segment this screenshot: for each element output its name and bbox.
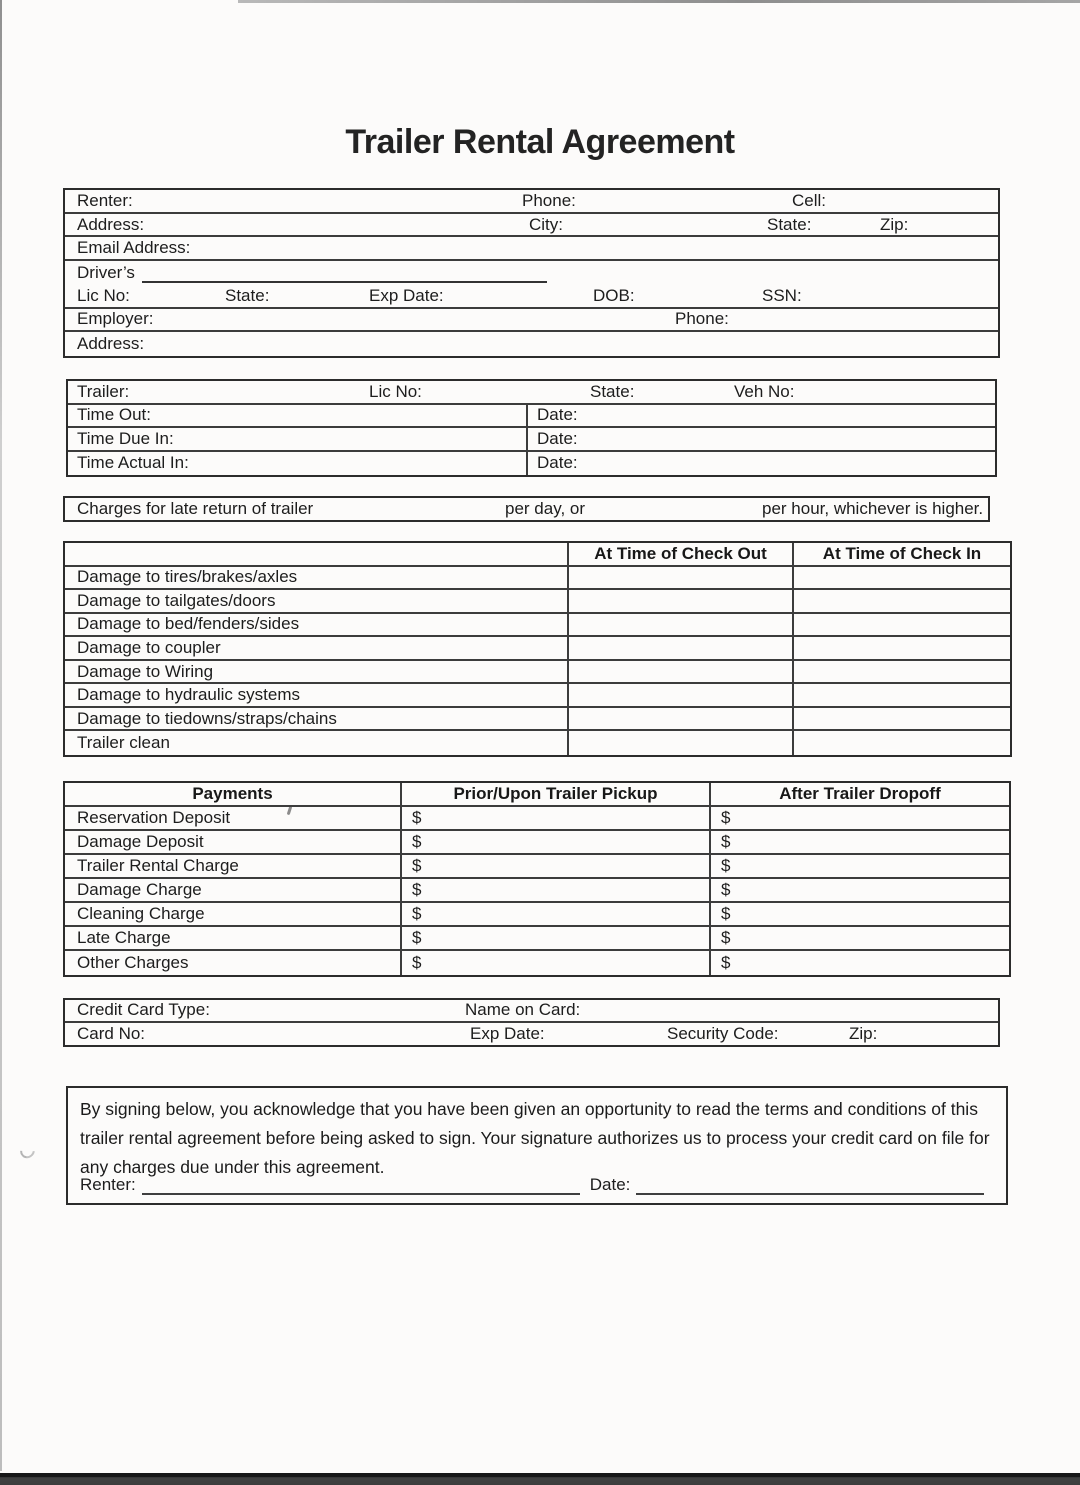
payments-table (63, 781, 1011, 977)
damage-row-label: Damage to tires/brakes/axles (77, 567, 298, 587)
payments-column-header: Payments (192, 784, 273, 803)
payment-row-label: Late Charge (77, 928, 171, 947)
damage-checklist-table (63, 541, 1012, 757)
phone-label: Phone: (522, 190, 576, 210)
payment-row-label: Reservation Deposit (77, 808, 231, 827)
dollar-sign: $ (721, 953, 731, 972)
card-exp-date-label: Exp Date: (470, 1023, 545, 1043)
renter-signature-line (142, 1189, 580, 1195)
payments-table-row (65, 879, 1009, 903)
dollar-sign: $ (412, 832, 422, 851)
checkout-blank-cell (567, 590, 792, 612)
dollar-sign: $ (412, 904, 422, 923)
payments-table-row (65, 831, 1009, 855)
checkin-column-header: At Time of Check In (792, 543, 1010, 565)
date-due-in-label: Date: (537, 428, 578, 448)
form-row-time-out (68, 405, 995, 429)
security-code-label: Security Code: (667, 1023, 779, 1043)
checkout-blank-cell (567, 637, 792, 659)
checkin-blank-cell (792, 708, 1010, 730)
dollar-sign: $ (412, 880, 422, 899)
late-charges-section (63, 496, 990, 522)
form-row-renter (65, 190, 998, 214)
per-hour-label: per hour, whichever is higher. (762, 499, 984, 518)
checkout-column-header: At Time of Check Out (567, 543, 792, 565)
payments-table-row (65, 903, 1009, 927)
trailer-info-section (66, 379, 997, 477)
checkin-blank-cell (792, 731, 1010, 755)
checkout-blank-cell (567, 567, 792, 589)
form-row-email (65, 237, 998, 261)
payment-row-label: Cleaning Charge (77, 904, 205, 923)
dollar-sign: $ (412, 808, 422, 827)
drivers-label: Driver’s (77, 262, 135, 282)
employer-phone-label: Phone: (675, 309, 729, 329)
form-row-employer (65, 309, 998, 333)
trailer-state-label: State: (590, 381, 635, 401)
address-label: Address: (77, 214, 145, 234)
form-row-card-no (65, 1023, 998, 1046)
date-signature-line (636, 1189, 984, 1195)
form-row-time-due-in (68, 428, 995, 452)
checkin-blank-cell (792, 637, 1010, 659)
employer-label: Employer: (77, 309, 154, 329)
time-actual-in-label: Time Actual In: (77, 453, 189, 473)
damage-row-label: Damage to bed/fenders/sides (77, 614, 300, 634)
cell-label: Cell: (792, 190, 827, 210)
damage-table-row (65, 731, 1010, 755)
form-row-employer-address (65, 332, 998, 356)
damage-table-row (65, 684, 1010, 708)
signature-section (66, 1086, 1008, 1205)
damage-table-row (65, 661, 1010, 685)
damage-row-label: Damage to coupler (77, 637, 221, 657)
payments-table-row (65, 927, 1009, 951)
time-due-in-cell (68, 428, 526, 450)
payments-table-row (65, 807, 1009, 831)
dollar-sign: $ (412, 953, 422, 972)
date-actual-in-label: Date: (537, 453, 578, 473)
dollar-sign: $ (412, 928, 422, 947)
checkout-blank-cell (567, 684, 792, 706)
credit-card-section (63, 998, 1000, 1047)
damage-header-empty-cell (65, 543, 567, 565)
card-zip-label: Zip: (849, 1023, 878, 1043)
time-actual-in-cell (68, 452, 526, 476)
scanner-top-edge-artifact (238, 0, 1080, 3)
scanner-bed-strip (0, 1473, 1080, 1485)
dollar-sign: $ (721, 832, 731, 851)
late-charges-label: Charges for late return of trailer (77, 499, 314, 518)
damage-row-label: Damage to hydraulic systems (77, 685, 300, 705)
damage-table-row (65, 567, 1010, 591)
credit-card-type-label: Credit Card Type: (77, 1000, 210, 1020)
drivers-blank-line (142, 281, 547, 283)
payment-row-label: Trailer Rental Charge (77, 856, 239, 875)
damage-table-row (65, 637, 1010, 661)
checkin-blank-cell (792, 590, 1010, 612)
payments-table-row (65, 951, 1009, 975)
city-label: City: (529, 214, 563, 234)
dob-label: DOB: (593, 285, 635, 305)
checkin-blank-cell (792, 661, 1010, 683)
signature-date-label: Date: (589, 1175, 631, 1194)
form-row-address (65, 214, 998, 238)
checkin-blank-cell (792, 567, 1010, 589)
page-title: Trailer Rental Agreement (345, 123, 735, 161)
acknowledgment-text: By signing below, you acknowledge that you have been given an opportunity to read the terms and conditions of this trailer rental agreement before being asked to sign. Your signature authorizes us to process your credit card on file for any charges due under this agreement. (80, 1099, 990, 1177)
employer-address-label: Address: (77, 334, 145, 354)
date-due-in-cell (526, 428, 995, 450)
dollar-sign: $ (721, 808, 731, 827)
dollar-sign: $ (721, 904, 731, 923)
name-on-card-label: Name on Card: (465, 1000, 581, 1020)
damage-row-label: Damage to Wiring (77, 661, 214, 681)
damage-table-row (65, 590, 1010, 614)
state-label: State: (767, 214, 812, 234)
damage-table-row (65, 614, 1010, 638)
payments-header-row (65, 783, 1009, 807)
date-out-cell (526, 405, 995, 427)
lic-state-label: State: (225, 285, 270, 305)
payment-row-label: Other Charges (77, 953, 189, 972)
signature-line-row (80, 1175, 984, 1195)
checkout-blank-cell (567, 708, 792, 730)
veh-no-label: Veh No: (734, 381, 795, 401)
date-out-label: Date: (537, 405, 578, 425)
time-out-cell (68, 405, 526, 427)
date-actual-in-cell (526, 452, 995, 476)
damage-header-row (65, 543, 1010, 567)
trailer-lic-no-label: Lic No: (369, 381, 422, 401)
dollar-sign: $ (721, 928, 731, 947)
form-row-trailer (68, 381, 995, 405)
signature-renter-label: Renter: (80, 1175, 136, 1194)
dollar-sign: $ (721, 856, 731, 875)
checkin-blank-cell (792, 614, 1010, 636)
checkout-blank-cell (567, 614, 792, 636)
exp-date-label: Exp Date: (369, 285, 444, 305)
form-row-license (65, 285, 998, 309)
time-out-label: Time Out: (77, 405, 151, 425)
dropoff-column-header: After Trailer Dropoff (709, 783, 1009, 805)
card-no-label: Card No: (77, 1023, 146, 1043)
form-row-card-type (65, 1000, 998, 1023)
renter-info-section (63, 188, 1000, 358)
damage-table-row (65, 708, 1010, 732)
time-due-in-label: Time Due In: (77, 428, 174, 448)
checkout-blank-cell (567, 661, 792, 683)
damage-row-label: Damage to tiedowns/straps/chains (77, 708, 337, 728)
form-row-late-charges (65, 498, 988, 520)
checkin-blank-cell (792, 684, 1010, 706)
per-day-label: per day, or (505, 499, 586, 518)
damage-row-label: Damage to tailgates/doors (77, 590, 276, 610)
form-row-time-actual-in (68, 452, 995, 476)
payment-row-label: Damage Deposit (77, 832, 204, 851)
scanner-left-edge-artifact (0, 0, 2, 1471)
zip-label: Zip: (880, 214, 909, 234)
form-row-drivers (65, 261, 998, 285)
lic-no-label: Lic No: (77, 285, 130, 305)
pen-mark-artifact (17, 1141, 37, 1161)
ssn-label: SSN: (762, 285, 802, 305)
renter-label: Renter: (77, 190, 133, 210)
payments-table-row (65, 855, 1009, 879)
damage-row-label: Trailer clean (77, 733, 170, 753)
checkout-blank-cell (567, 731, 792, 755)
trailer-label: Trailer: (77, 381, 130, 401)
dollar-sign: $ (412, 856, 422, 875)
dollar-sign: $ (721, 880, 731, 899)
email-address-label: Email Address: (77, 238, 191, 258)
pickup-column-header: Prior/Upon Trailer Pickup (400, 783, 709, 805)
payment-row-label: Damage Charge (77, 880, 202, 899)
